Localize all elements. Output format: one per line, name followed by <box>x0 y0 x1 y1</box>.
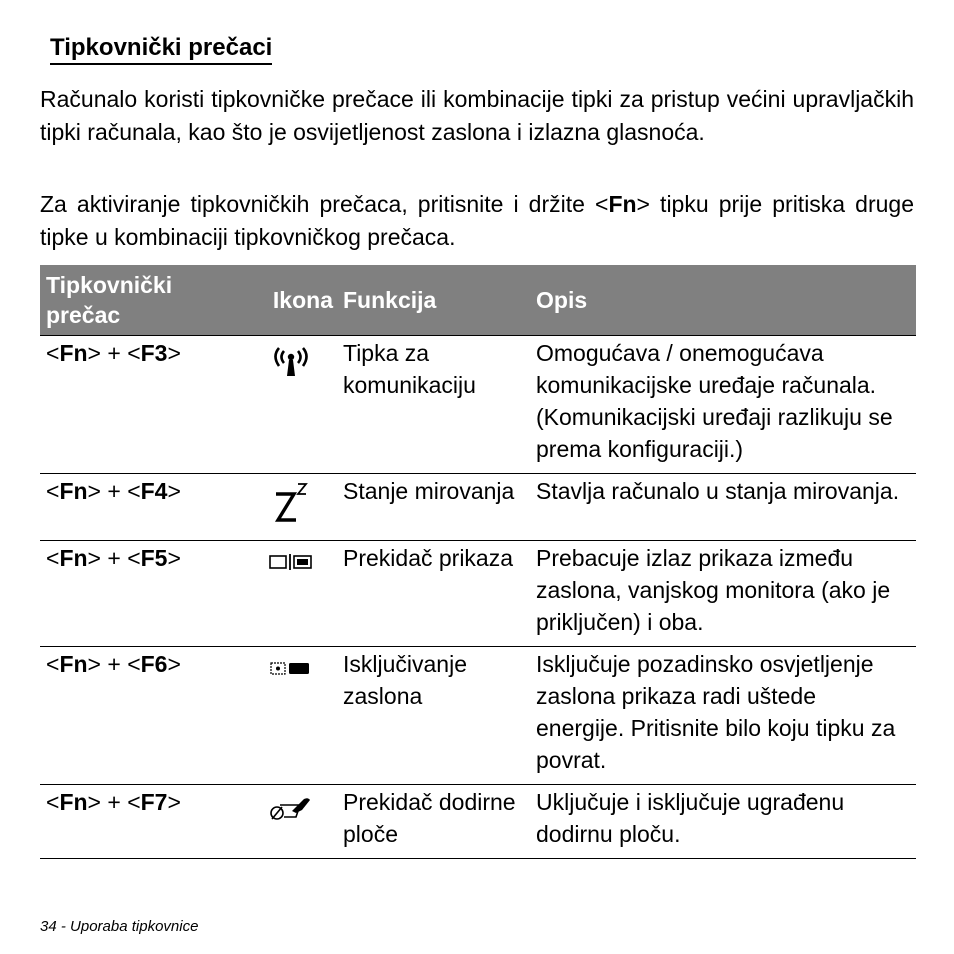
description-cell: Isključuje pozadinsko osvjetljenje zaslona prikaza radi uštede energije. Pritisnite bilo koju tipku za povrat. <box>530 647 916 785</box>
table-row <box>40 541 916 647</box>
table-row <box>40 336 916 474</box>
shortcut-cell: <Fn> + <F5> <box>40 541 245 647</box>
description-cell: Omogućava / onemogućava komunikacijske uređaje računala. (Komunikacijski uređaji razlikuju se prema konfiguraciji.) <box>530 336 916 474</box>
table-row <box>40 785 916 859</box>
header-icon: Ikona <box>245 265 337 336</box>
table-row <box>40 474 916 541</box>
intro-paragraph: Računalo koristi tipkovničke prečace ili kombinacije tipki za pristup većini upravljačkih tipki računala, kao što je osvijetljenost zaslona i izlazna glasnoća. <box>40 86 914 145</box>
touchpad-toggle-icon <box>266 802 316 828</box>
description-cell: Stavlja računalo u stanja mirovanja. <box>530 474 916 541</box>
function-cell: Tipka za komunikaciju <box>337 336 530 474</box>
table-row <box>40 647 916 785</box>
description-cell: Uključuje i isključuje ugrađenu dodirnu ploču. <box>530 785 916 859</box>
wireless-communication-icon <box>268 357 314 383</box>
page-footer: 34 - Uporaba tipkovnice <box>40 918 199 935</box>
shortcuts-table <box>40 265 916 859</box>
description-cell: Prebacuje izlaz prikaza između zaslona, vanjskog monitora (ako je priključen) i oba. <box>530 541 916 647</box>
header-description: Opis <box>530 265 916 336</box>
function-cell: Stanje mirovanja <box>337 474 530 541</box>
header-function: Funkcija <box>337 265 530 336</box>
fn-key-label: Fn <box>608 191 637 217</box>
display-off-icon <box>267 658 315 684</box>
table-header-row <box>40 265 916 336</box>
shortcut-cell: <Fn> + <F4> <box>40 474 245 541</box>
shortcut-cell: <Fn> + <F6> <box>40 647 245 785</box>
instruction-paragraph: Za aktiviranje tipkovničkih prečaca, pritisnite i držite <Fn> tipku prije pritiska druge tipke u kombinaciji tipkovničkog prečaca. <box>40 191 914 250</box>
function-cell: Prekidač dodirne ploče <box>337 785 530 859</box>
function-cell: Prekidač prikaza <box>337 541 530 647</box>
header-shortcut: Tipkovnički prečac <box>40 265 245 336</box>
function-cell: Isključivanje zaslona <box>337 647 530 785</box>
shortcut-cell: <Fn> + <F3> <box>40 336 245 474</box>
display-switch-icon <box>267 552 315 578</box>
sleep-icon <box>268 503 314 529</box>
shortcut-cell: <Fn> + <F7> <box>40 785 245 859</box>
page-heading: Tipkovnički prečaci <box>50 33 272 65</box>
